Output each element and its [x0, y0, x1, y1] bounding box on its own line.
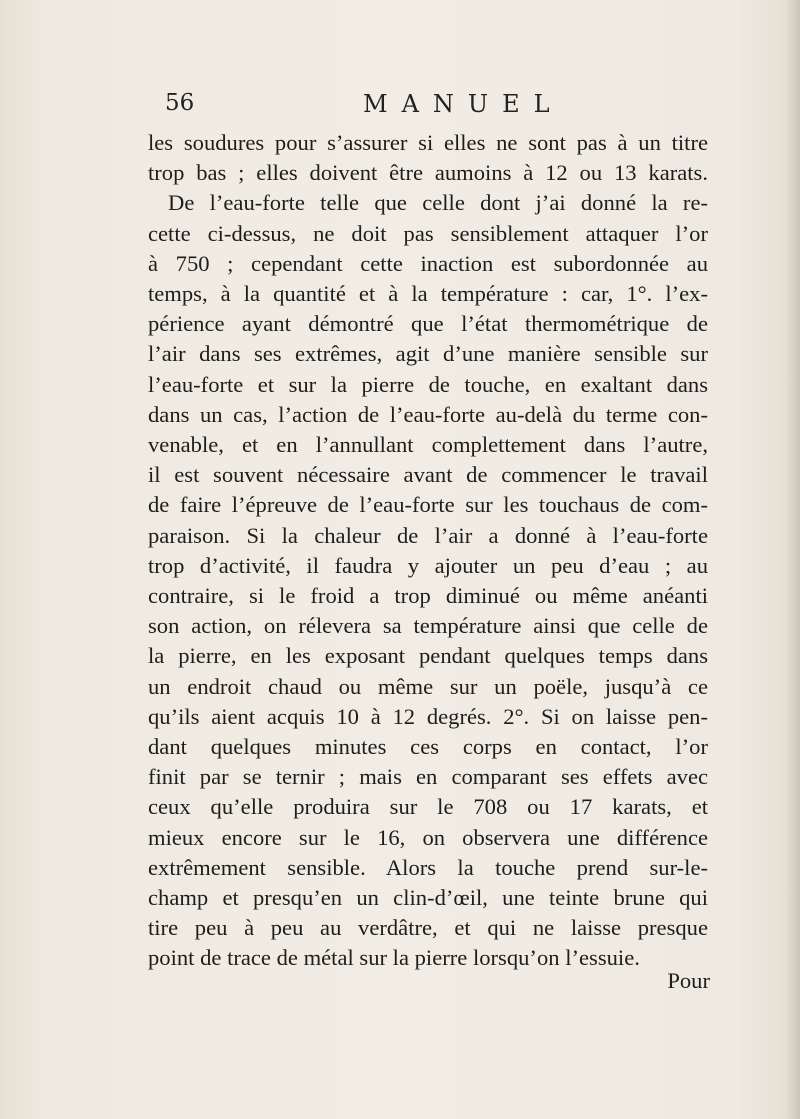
- text-line: extrêmement sensible. Alors la touche prend sur-le-: [148, 854, 708, 880]
- body-text: [148, 128, 708, 974]
- text-line: la pierre, en les exposant pendant quelques temps dans: [148, 643, 708, 669]
- text-line: les soudures pour s’assurer si elles ne sont pas à un titre: [148, 130, 708, 155]
- text-line: De l’eau-forte telle que celle dont j’ai donné la re-: [168, 190, 708, 216]
- text-line: paraison. Si la chaleur de l’air a donné à l’eau-forte: [148, 522, 708, 548]
- text-line: venable, et en l’annullant complettement dans l’autre,: [148, 432, 708, 458]
- text-line: point de trace de métal sur la pierre lorsqu’on l’essuie.: [148, 945, 640, 971]
- catchword: Pour: [667, 968, 710, 993]
- text-line: à 750 ; cependant cette inaction est subordonnée au: [148, 250, 708, 276]
- text-line: il est souvent nécessaire avant de commencer le travail: [148, 462, 708, 488]
- text-line: champ et presqu’en un clin-d’œil, une teinte brune qui: [148, 885, 708, 911]
- text-line: trop d’activité, il faudra y ajouter un peu d’eau ; au: [148, 552, 708, 578]
- text-line: temps, à la quantité et à la température : car, 1°. l’ex-: [148, 281, 708, 307]
- text-line: tire peu à peu au verdâtre, et qui ne laisse presque: [148, 915, 708, 941]
- text-line: qu’ils aient acquis 10 à 12 degrés. 2°. Si on laisse pen-: [148, 703, 708, 729]
- text-line: périence ayant démontré que l’état thermométrique de: [148, 311, 708, 337]
- text-line: l’eau-forte et sur la pierre de touche, en exaltant dans: [148, 371, 708, 397]
- running-title: MANUEL: [363, 90, 564, 118]
- text-line: l’air dans ses extrêmes, agit d’une manière sensible sur: [148, 341, 708, 367]
- text-line: dans un cas, l’action de l’eau-forte au-delà du terme con-: [148, 401, 708, 427]
- text-line: de faire l’épreuve de l’eau-forte sur les touchaus de com-: [148, 492, 708, 518]
- text-line: dant quelques minutes ces corps en contact, l’or: [148, 734, 708, 760]
- page-header: [165, 90, 685, 126]
- page-number: 56: [165, 90, 195, 116]
- text-line: son action, on rélevera sa température ainsi que celle de: [148, 613, 708, 639]
- text-line: un endroit chaud ou même sur un poële, jusqu’à ce: [148, 673, 708, 699]
- text-line: mieux encore sur le 16, on observera une différence: [148, 824, 708, 850]
- page-edge-shadow: [786, 0, 800, 1119]
- text-line: trop bas ; elles doivent être aumoins à 12 ou 13 karats.: [148, 160, 708, 186]
- text-line: cette ci-dessus, ne doit pas sensiblement attaquer l’or: [148, 220, 708, 246]
- text-line: ceux qu’elle produira sur le 708 ou 17 karats, et: [148, 794, 708, 820]
- text-line: finit par se ternir ; mais en comparant ses effets avec: [148, 764, 708, 790]
- text-line: contraire, si le froid a trop diminué ou même anéanti: [148, 583, 708, 609]
